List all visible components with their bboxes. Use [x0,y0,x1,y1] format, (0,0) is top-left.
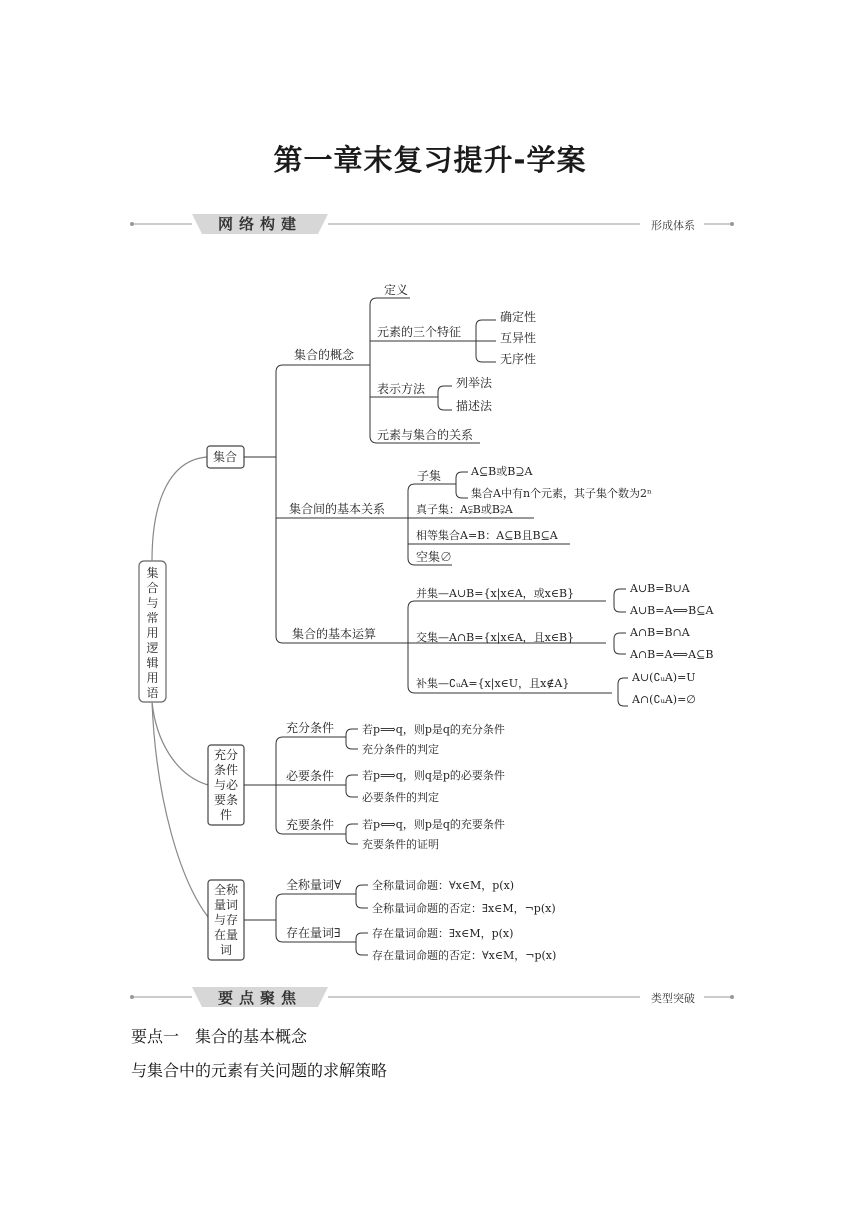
node-sufficient-judge: 充分条件的判定 [362,743,439,756]
key-point-heading: 要点一 集合的基本概念 [131,1027,308,1046]
node-intersection-1: A∩B=B∩A [630,626,690,639]
node-distinctness: 互异性 [500,331,537,345]
section-header-key-points: 要点聚焦 [218,989,303,1007]
root-char: 逻 [146,641,159,655]
node-existential: 存在量词∃ [286,926,341,940]
node-proper-subset: 真子集：A⫋B或B⫌A [416,503,513,516]
node-description: 描述法 [456,399,493,413]
node-definition: 定义 [384,283,409,297]
node-ns-def: 若p⟺q，则p是q的充要条件 [362,818,505,831]
node-empty-set: 空集∅ [416,550,453,564]
node-set: 集合 [213,450,238,464]
node-necessary-def: 若p⟹q，则q是p的必要条件 [362,769,505,782]
node-line: 与存 [213,913,238,927]
node-conditions [208,748,244,823]
section-header-network: 网络构建 [218,215,303,233]
root-node-label [139,566,166,701]
node-subset: 子集 [417,469,442,483]
node-necessary: 必要条件 [286,769,335,783]
node-intersection-2: A∩B=A⟺A⊆B [630,648,714,661]
node-union-1: A∪B=B∪A [630,582,690,595]
node-necessary-judge: 必要条件的判定 [362,791,439,804]
node-sufficient: 充分条件 [286,721,335,735]
node-ns-proof: 充要条件的证明 [362,838,439,851]
node-necessary-sufficient: 充要条件 [286,818,335,832]
node-equal-sets: 相等集合A=B：A⊆B且B⊆A [416,529,558,542]
root-char: 合 [146,581,159,595]
node-set-concept: 集合的概念 [294,348,355,362]
node-three-features: 元素的三个特征 [377,325,462,339]
root-char: 语 [146,686,159,700]
node-complement-2: A∩(∁ᵤA)=∅ [632,693,696,706]
node-universal: 全称量词∀ [286,878,342,892]
node-line: 全称 [213,883,238,897]
page-title: 第一章末复习提升-学案 [273,143,587,177]
root-char: 用 [146,671,159,685]
node-line: 充分 [213,748,238,762]
node-line: 条件 [213,763,238,777]
root-char: 用 [146,626,159,640]
root-char: 辑 [146,656,159,670]
node-complement: 补集—∁ᵤA={x|x∈U，且x∉A} [416,677,570,690]
section-header-right-1: 形成体系 [651,219,695,232]
root-char: 与 [146,596,159,610]
root-char: 集 [146,566,159,580]
node-existential-neg: 存在量词命题的否定：∀x∈M，¬p(x) [372,949,557,962]
node-line: 与必 [213,778,238,792]
node-union-2: A∪B=A⟺B⊆A [630,604,714,617]
node-subset-def: A⊆B或B⊇A [471,465,533,478]
key-point-subheading: 与集合中的元素有关问题的求解策略 [131,1061,388,1080]
node-set-relations: 集合间的基本关系 [289,502,386,516]
node-complement-1: A∪(∁ᵤA)=U [632,671,696,684]
node-intersection: 交集—A∩B={x|x∈A，且x∈B} [416,631,575,644]
node-quantifiers [208,883,244,958]
node-universal-neg: 全称量词命题的否定：∃x∈M，¬p(x) [372,902,556,915]
node-existential-prop: 存在量词命题：∃x∈M，p(x) [372,927,514,940]
node-line: 词 [219,943,232,957]
node-sufficient-def: 若p⟹q，则p是q的充分条件 [362,723,505,736]
node-subset-count: 集合A中有n个元素，其子集个数为2ⁿ [471,487,652,500]
node-union: 并集—A∪B={x|x∈A，或x∈B} [416,587,575,600]
node-enumeration: 列举法 [456,376,493,390]
node-universal-prop: 全称量词命题：∀x∈M，p(x) [372,879,515,892]
node-line: 在量 [213,928,238,942]
node-determinacy: 确定性 [500,310,537,324]
node-unorderedness: 无序性 [500,352,537,366]
node-element-relation: 元素与集合的关系 [377,428,474,442]
root-char: 常 [146,611,159,625]
node-line: 量词 [213,898,238,912]
node-line: 要条 [213,793,238,807]
node-set-operations: 集合的基本运算 [292,627,377,641]
node-line: 件 [219,808,232,822]
node-representation: 表示方法 [377,382,426,396]
section-header-right-2: 类型突破 [651,992,695,1005]
